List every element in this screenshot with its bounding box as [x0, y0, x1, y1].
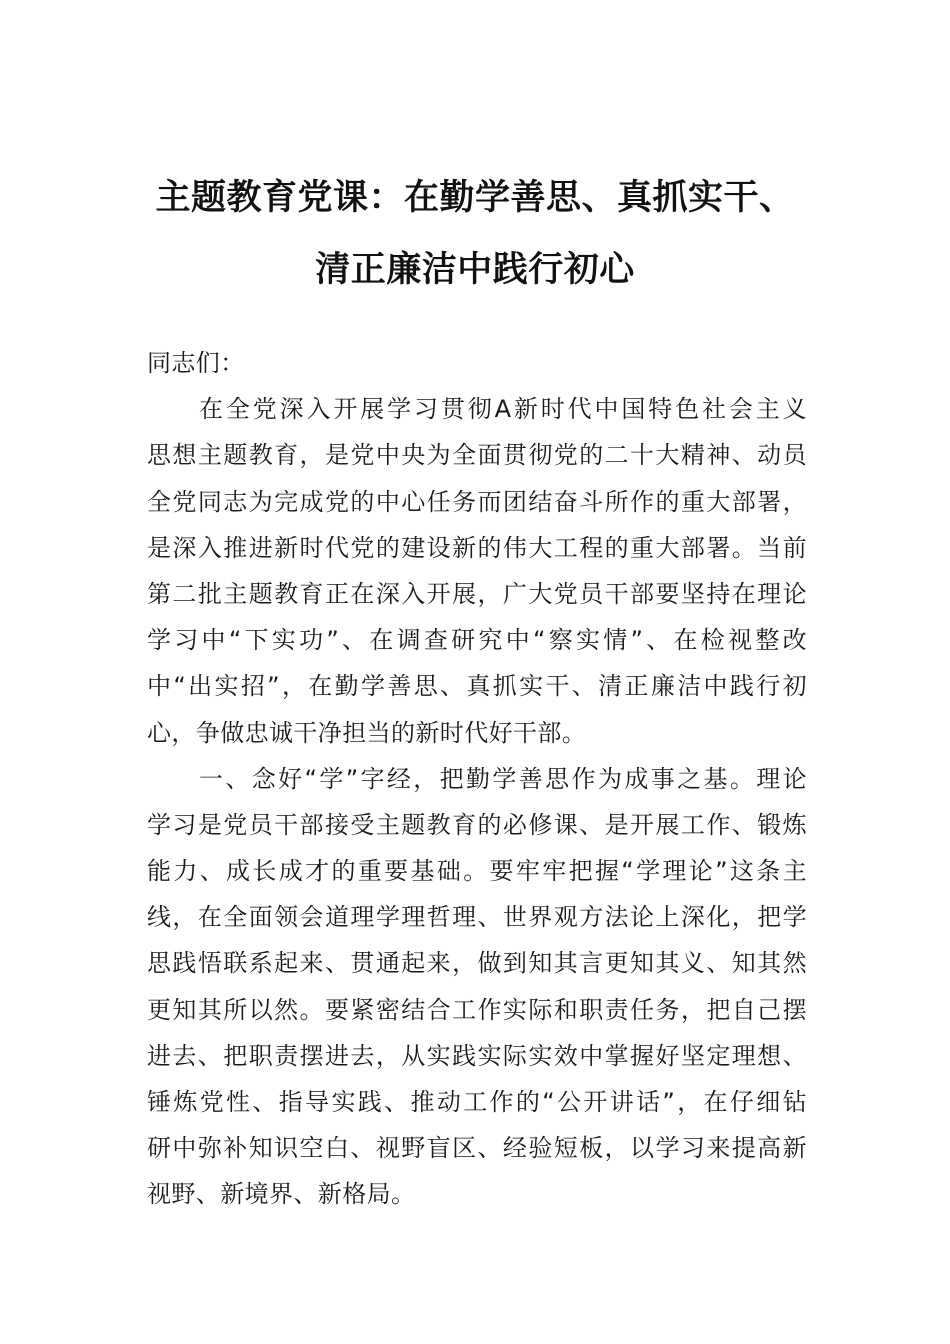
paragraph-line: 研中弥补知识空白、视野盲区、经验短板，以学习来提高新: [147, 1134, 807, 1163]
paragraph-1: [147, 386, 807, 756]
salutation: 同志们：: [147, 349, 245, 377]
paragraph-line: 中“出实招”，在勤学善思、真抓实干、清正廉洁中践行初: [147, 672, 807, 701]
paragraph-line: 思想主题教育，是党中央为全面贯彻党的二十大精神、动员: [147, 441, 807, 470]
paragraph-line: 学习是党员干部接受主题教育的必修课、是开展工作、锻炼: [147, 810, 807, 839]
paragraph-line: 全党同志为完成党的中心任务而团结奋斗所作的重大部署，: [147, 487, 807, 516]
paragraph-line: 进去、把职责摆进去，从实践实际实效中掌握好坚定理想、: [147, 1041, 807, 1070]
paragraph-line: 是深入推进新时代党的建设新的伟大工程的重大部署。当前: [147, 533, 807, 562]
paragraph-line: 更知其所以然。要紧密结合工作实际和职责任务，把自己摆: [147, 995, 807, 1024]
paragraph-line: 线，在全面领会道理学理哲理、世界观方法论上深化，把学: [147, 903, 807, 932]
paragraph-line: 思践悟联系起来、贯通起来，做到知其言更知其义、知其然: [147, 949, 807, 978]
paragraph-line: 心，争做忠诚干净担当的新时代好干部。: [147, 718, 587, 747]
paragraph-line: 一、念好“学”字经，把勤学善思作为成事之基。理论: [199, 764, 807, 793]
paragraph-line: 在全党深入开展学习贯彻A新时代中国特色社会主义: [199, 395, 807, 424]
paragraph-line: 锤炼党性、指导实践、推动工作的“公开讲话”，在仔细钻: [147, 1088, 807, 1116]
document-body: [147, 340, 807, 1218]
paragraph-line: 视野、新境界、新格局。: [147, 1180, 416, 1209]
document-title-line-1: 主题教育党课：在勤学善思、真抓实干、: [155, 177, 795, 218]
document-title-line-2: 清正廉洁中践行初心: [315, 249, 635, 290]
paragraph-line: 能力、成长成才的重要基础。要牢牢把握“学理论”这条主: [147, 857, 807, 886]
paragraph-line: 第二批主题教育正在深入开展，广大党员干部要坚持在理论: [147, 579, 807, 608]
paragraph-line: 学习中“下实功”、在调查研究中“察实情”、在检视整改: [147, 626, 807, 655]
paragraph-2: [147, 756, 807, 1218]
